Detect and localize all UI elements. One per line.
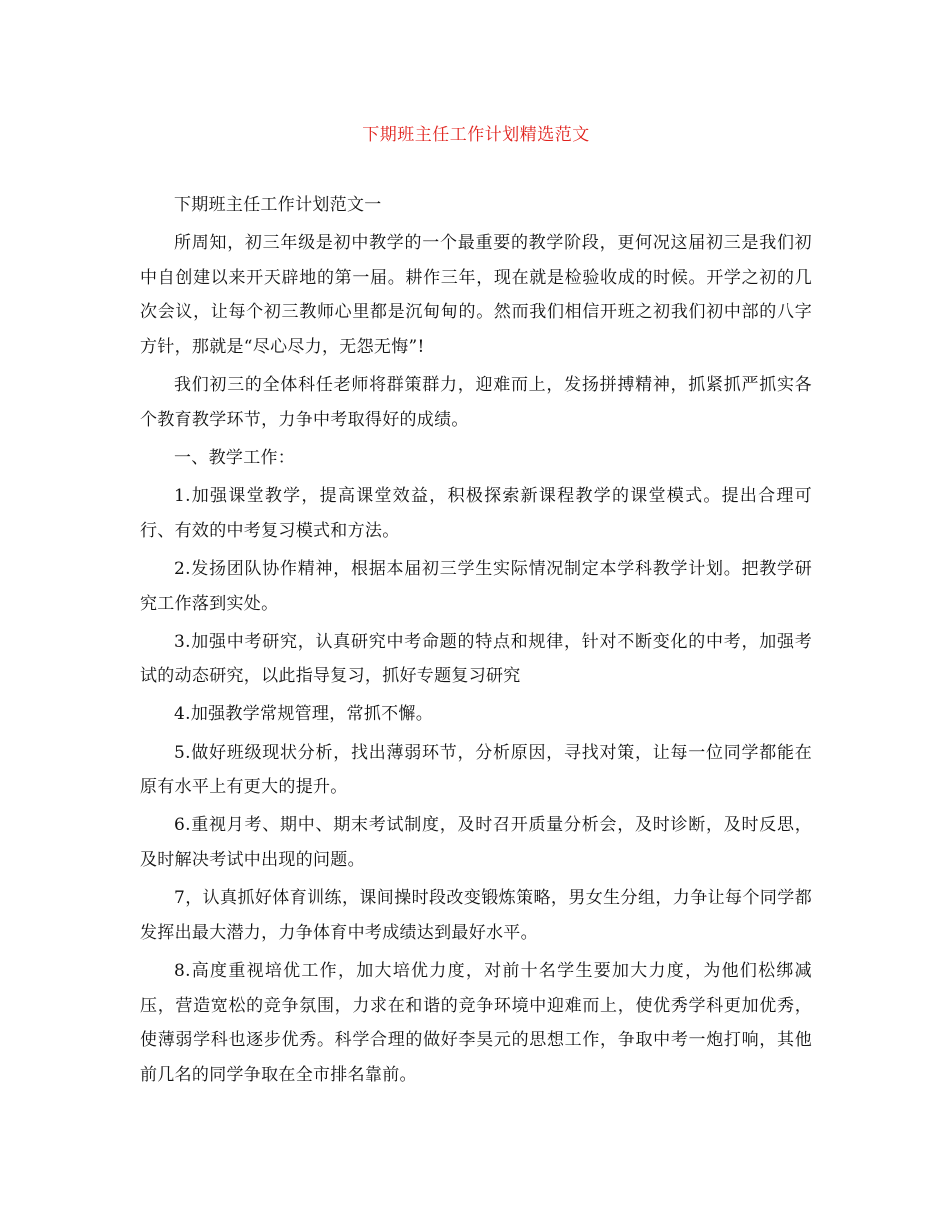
list-item: 5.做好班级现状分析，找出薄弱环节，分析原因，寻找对策，让每一位同学都能在原有水平上有更大的提升。	[140, 742, 812, 798]
section-heading: 一、教学工作：	[174, 447, 296, 468]
list-item: 8.高度重视培优工作，加大培优力度，对前十名学生要加大力度，为他们松绑减压，营造宽松的竞争氛围，力求在和谐的竞争环境中迎难而上，使优秀学科更加优秀，使薄弱学科也逐步优秀。科学合理的做好李昊元的思想工作，争取中考一炮打响，其他前几名的同学争取在全市排名靠前。	[140, 961, 812, 1085]
list-item: 7，认真抓好体育训练，课间操时段改变锻炼策略，男女生分组，力争让每个同学都发挥出最大潜力，力争体育中考成绩达到最好水平。	[140, 888, 812, 943]
section-heading: 下期班主任工作计划范文一	[174, 195, 382, 215]
list-item: 6.重视月考、期中、期末考试制度，及时召开质量分析会，及时诊断，及时反思，及时解决考试中出现的问题。	[140, 815, 812, 871]
paragraph: 我们初三的全体科任老师将群策群力，迎难而上，发扬拼搏精神，抓紧抓严抓实各个教育教学环节，力争中考取得好的成绩。	[140, 375, 812, 430]
paragraph: 所周知，初三年级是初中教学的一个最重要的教学阶段，更何况这届初三是我们初中自创建以来开天辟地的第一届。耕作三年，现在就是检验收成的时候。开学之初的几次会议，让每个初三教师心里都是沉甸甸的。然而我们相信开班之初我们初中部的八字方针，那就是“尽心尽力，无怨无悔”!	[140, 233, 812, 357]
document-page	[140, 118, 812, 1096]
list-item: 3.加强中考研究，认真研究中考命题的特点和规律，针对不断变化的中考，加强考试的动态研究，以此指导复习，抓好专题复习研究	[140, 631, 812, 687]
list-item: 2.发扬团队协作精神，根据本届初三学生实际情况制定本学科教学计划。把教学研究工作落到实处。	[140, 558, 812, 614]
list-item: 4.加强教学常规管理，常抓不懈。	[174, 704, 434, 725]
document-title: 下期班主任工作计划精选范文	[362, 125, 590, 145]
list-item: 1.加强课堂教学，提高课堂效益，积极探索新课程教学的课堂模式。提出合理可行、有效的中考复习模式和方法。	[140, 486, 812, 541]
